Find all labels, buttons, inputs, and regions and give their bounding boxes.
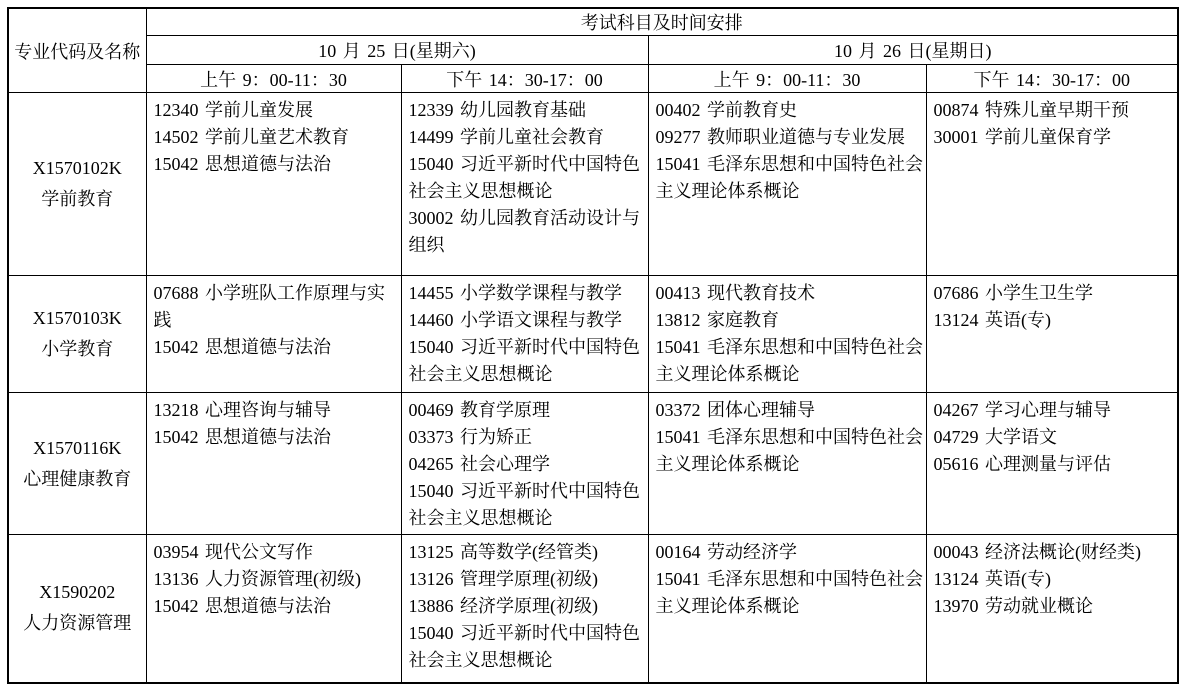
session-cell (926, 93, 1178, 276)
table-row (8, 93, 1178, 276)
course-item: 13970 劳动就业概论 (933, 596, 1093, 616)
session-cell (146, 535, 401, 683)
course-item: 00413 现代教育技术 (655, 283, 815, 303)
session-header-sat-afternoon: 下午 14：30-17：00 (401, 65, 648, 93)
course-item: 14502 学前儿童艺术教育 (153, 127, 349, 147)
session-cell (146, 393, 401, 535)
course-item: 15042 思想道德与法治 (153, 154, 331, 174)
course-item: 07688 小学班队工作原理与实践 (153, 283, 385, 330)
course-item: 05616 心理测量与评估 (933, 454, 1111, 474)
course-item: 03372 团体心理辅导 (655, 400, 815, 420)
exam-schedule-table (7, 7, 1179, 684)
course-item: 13136 人力资源管理(初级) (153, 569, 361, 589)
course-item: 13812 家庭教育 (655, 310, 779, 330)
major-cell (8, 535, 146, 683)
course-item: 13886 经济学原理(初级) (408, 596, 598, 616)
course-item: 04267 学习心理与辅导 (933, 400, 1111, 420)
course-item: 00402 学前教育史 (655, 100, 797, 120)
table-body (8, 93, 1178, 683)
course-item: 03373 行为矫正 (408, 427, 532, 447)
course-item: 04265 社会心理学 (408, 454, 550, 474)
course-item: 13124 英语(专) (933, 310, 1051, 330)
major-code: X1570116K (33, 437, 122, 458)
session-header-sun-afternoon: 下午 14：30-17：00 (926, 65, 1178, 93)
session-cell (648, 93, 926, 276)
table-row (8, 535, 1178, 683)
course-item: 15041 毛泽东思想和中国特色社会主义理论体系概论 (655, 427, 923, 474)
major-cell (8, 393, 146, 535)
course-item: 15042 思想道德与法治 (153, 596, 331, 616)
session-cell (926, 535, 1178, 683)
course-item: 15040 习近平新时代中国特色社会主义思想概论 (408, 623, 640, 670)
course-item: 15040 习近平新时代中国特色社会主义思想概论 (408, 481, 640, 528)
course-item: 00164 劳动经济学 (655, 542, 797, 562)
major-name: 学前教育 (41, 189, 114, 209)
course-item: 13126 管理学原理(初级) (408, 569, 598, 589)
session-header-sun-morning: 上午 9：00-11：30 (648, 65, 926, 93)
session-cell (146, 276, 401, 393)
corner-header: 专业代码及名称 (8, 8, 146, 93)
session-header-sat-morning: 上午 9：00-11：30 (146, 65, 401, 93)
major-cell (8, 93, 146, 276)
course-item: 14455 小学数学课程与教学 (408, 283, 622, 303)
major-code: X1570103K (32, 308, 122, 328)
session-cell (648, 535, 926, 683)
course-item: 15042 思想道德与法治 (153, 337, 331, 357)
course-item: 15041 毛泽东思想和中国特色社会主义理论体系概论 (655, 337, 923, 384)
course-item: 12339 幼儿园教育基础 (408, 100, 586, 120)
header-row-main (8, 8, 1178, 36)
major-name: 小学教育 (41, 339, 114, 359)
course-item: 00874 特殊儿童早期干预 (933, 100, 1129, 120)
course-item: 00043 经济法概论(财经类) (933, 542, 1141, 562)
course-item: 00469 教育学原理 (408, 400, 550, 420)
session-cell (401, 393, 648, 535)
session-cell (401, 535, 648, 683)
course-item: 15040 习近平新时代中国特色社会主义思想概论 (408, 154, 640, 201)
course-item: 15040 习近平新时代中国特色社会主义思想概论 (408, 337, 640, 384)
session-cell (926, 393, 1178, 535)
session-cell (648, 276, 926, 393)
table-row (8, 393, 1178, 535)
header-row-dates (8, 36, 1178, 65)
course-item: 15041 毛泽东思想和中国特色社会主义理论体系概论 (655, 154, 923, 201)
major-name: 人力资源管理 (23, 613, 132, 634)
course-item: 07686 小学生卫生学 (933, 283, 1093, 303)
session-cell (401, 276, 648, 393)
main-header: 考试科目及时间安排 (146, 8, 1178, 36)
course-item: 15042 思想道德与法治 (153, 427, 331, 447)
session-cell (401, 93, 648, 276)
date-header-saturday: 10 月 25 日(星期六) (146, 36, 648, 65)
course-item: 12340 学前儿童发展 (153, 100, 313, 120)
table-row (8, 276, 1178, 393)
course-item: 13124 英语(专) (933, 569, 1051, 589)
course-item: 30002 幼儿园教育活动设计与组织 (408, 208, 640, 255)
date-header-sunday: 10 月 26 日(星期日) (648, 36, 1178, 65)
course-item: 13218 心理咨询与辅导 (153, 400, 331, 420)
course-item: 30001 学前儿童保育学 (933, 127, 1111, 147)
course-item: 14460 小学语文课程与教学 (408, 310, 622, 330)
major-cell (8, 276, 146, 393)
session-cell (648, 393, 926, 535)
session-cell (146, 93, 401, 276)
session-cell (926, 276, 1178, 393)
course-item: 14499 学前儿童社会教育 (408, 127, 604, 147)
course-item: 15041 毛泽东思想和中国特色社会主义理论体系概论 (655, 569, 923, 616)
course-item: 09277 教师职业道德与专业发展 (655, 127, 905, 147)
major-name: 心理健康教育 (23, 468, 132, 489)
course-item: 03954 现代公文写作 (153, 542, 313, 562)
header-row-times (8, 65, 1178, 93)
major-code: X1570102K (32, 158, 122, 178)
major-code: X1590202 (39, 582, 116, 603)
course-item: 04729 大学语文 (933, 427, 1057, 447)
course-item: 13125 高等数学(经管类) (408, 542, 598, 562)
